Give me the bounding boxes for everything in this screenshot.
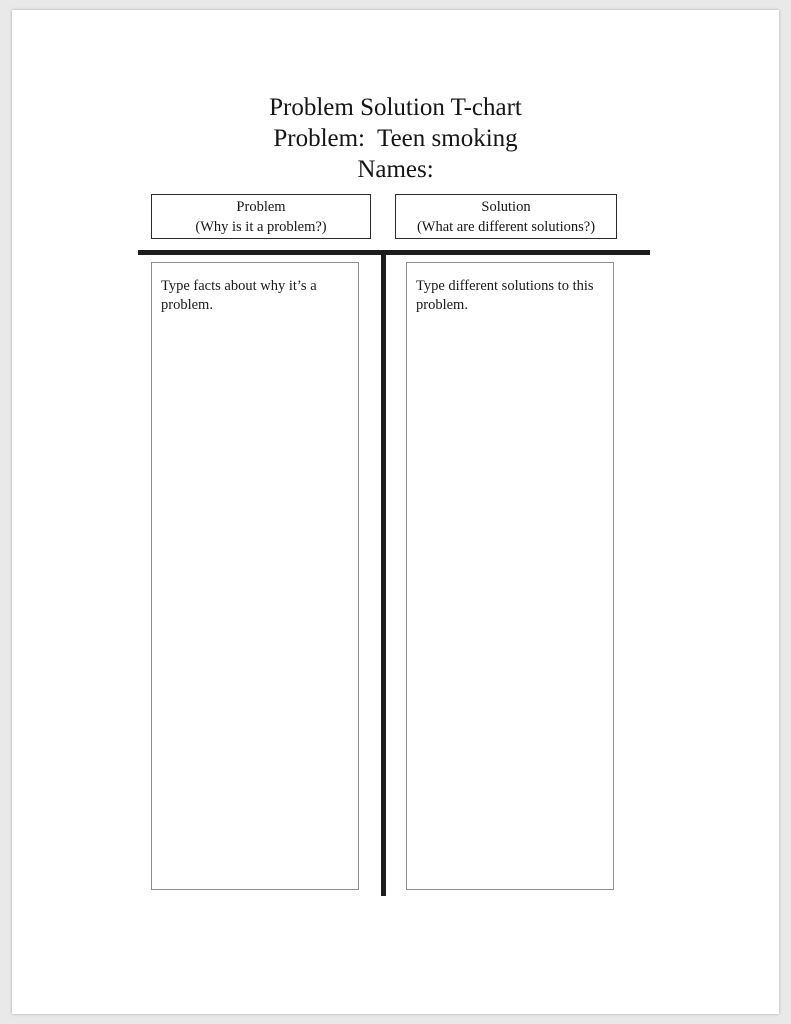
column-header-problem (151, 194, 371, 239)
solution-text-area[interactable] (406, 262, 614, 890)
column-header-solution (395, 194, 617, 239)
problem-placeholder-text: Type facts about why it’s a problem. (161, 278, 317, 313)
column-header-solution-subtitle: (What are different solutions?) (416, 219, 596, 235)
problem-text-area[interactable] (151, 262, 359, 890)
page-title (12, 92, 779, 185)
t-chart-horizontal-rule (138, 250, 650, 255)
title-line-names: Names: (357, 156, 434, 183)
column-header-solution-title: Solution (481, 199, 531, 215)
solution-placeholder-text: Type different solutions to this problem. (416, 278, 594, 313)
t-chart-vertical-rule (381, 250, 386, 896)
title-line-problem: Problem: Teen smoking (273, 125, 518, 152)
column-header-problem-title: Problem (236, 199, 286, 215)
column-header-problem-subtitle: (Why is it a problem?) (195, 219, 327, 235)
title-line-chart-name: Problem Solution T-chart (269, 94, 522, 121)
worksheet-page (12, 10, 779, 1014)
